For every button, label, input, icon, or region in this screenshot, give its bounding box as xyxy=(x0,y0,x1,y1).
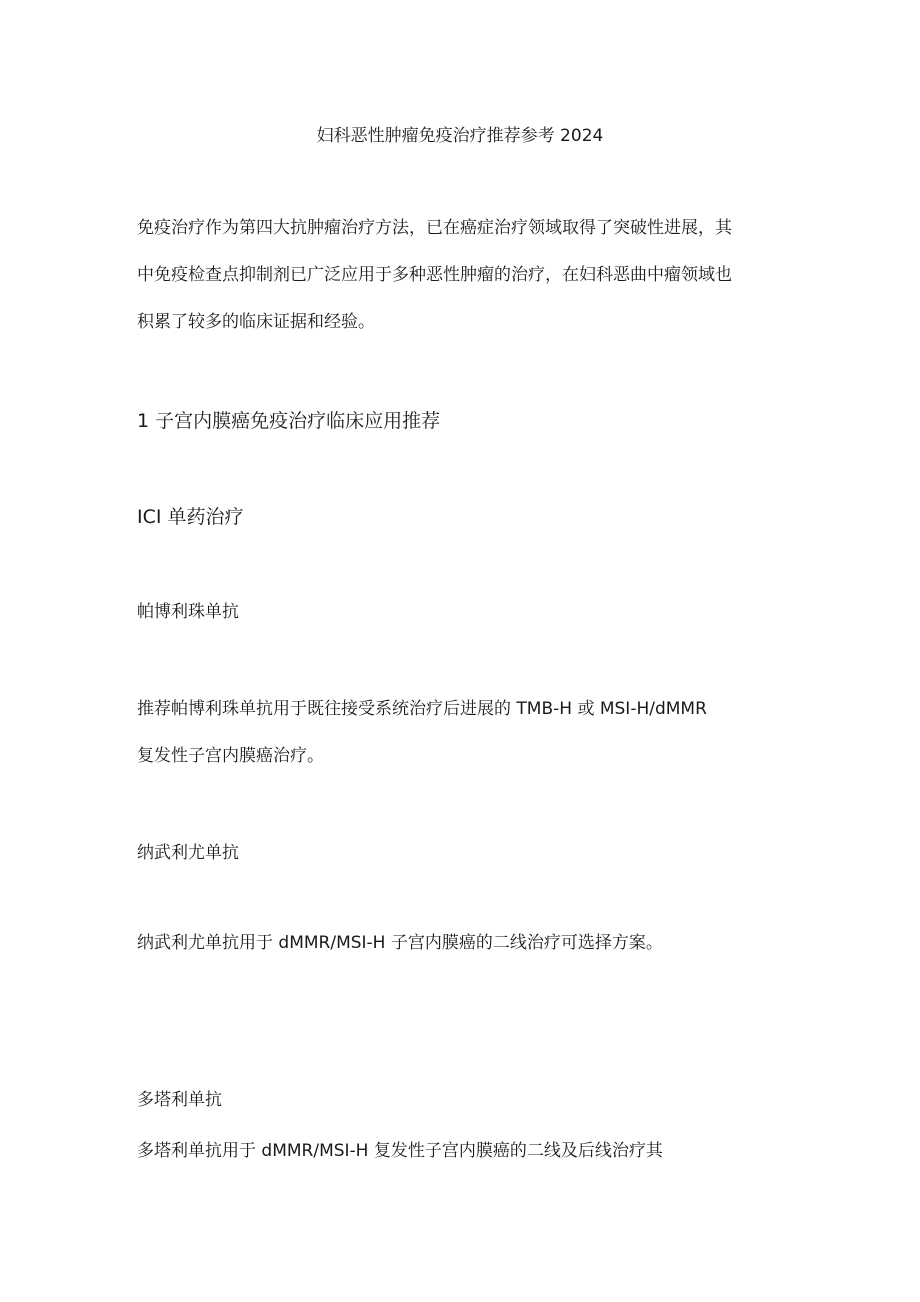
section-heading-endometrial: 1 子宫内膜癌免疫治疗临床应用推荐 xyxy=(137,410,441,432)
pembrolizumab-paragraph xyxy=(137,686,797,780)
dostarlimab-paragraph xyxy=(137,1128,797,1175)
drug-heading-dostarlimab: 多塔利单抗 xyxy=(137,1090,222,1110)
intro-line: 免疫治疗作为第四大抗肿瘤治疗方法，已在癌症治疗领域取得了突破性进展，其 xyxy=(137,218,732,238)
intro-line: 中免疫检查点抑制剂已广泛应用于多种恶性肿瘤的治疗，在妇科恶曲中瘤领域也 xyxy=(137,265,732,285)
subsection-heading-ici-monotherapy: ICI 单药治疗 xyxy=(137,506,244,528)
nivolumab-paragraph xyxy=(137,920,797,967)
intro-line: 积累了较多的临床证据和经验。 xyxy=(137,312,375,332)
drug-heading-nivolumab: 纳武利尤单抗 xyxy=(137,843,239,863)
document-title: 妇科恶性肿瘤免疫治疗推荐参考 2024 xyxy=(316,126,604,146)
pembrolizumab-line: 复发性子宫内膜癌治疗。 xyxy=(137,746,324,766)
pembrolizumab-line: 推荐帕博利珠单抗用于既往接受系统治疗后进展的 TMB-H 或 MSI-H/dMMR xyxy=(137,699,707,719)
drug-heading-pembrolizumab: 帕博利珠单抗 xyxy=(137,602,239,622)
nivolumab-line: 纳武利尤单抗用于 dMMR/MSI-H 子宫内膜癌的二线治疗可选择方案。 xyxy=(137,933,663,953)
dostarlimab-line: 多塔利单抗用于 dMMR/MSI-H 复发性子宫内膜癌的二线及后线治疗其 xyxy=(137,1141,663,1161)
intro-paragraph xyxy=(137,205,797,346)
